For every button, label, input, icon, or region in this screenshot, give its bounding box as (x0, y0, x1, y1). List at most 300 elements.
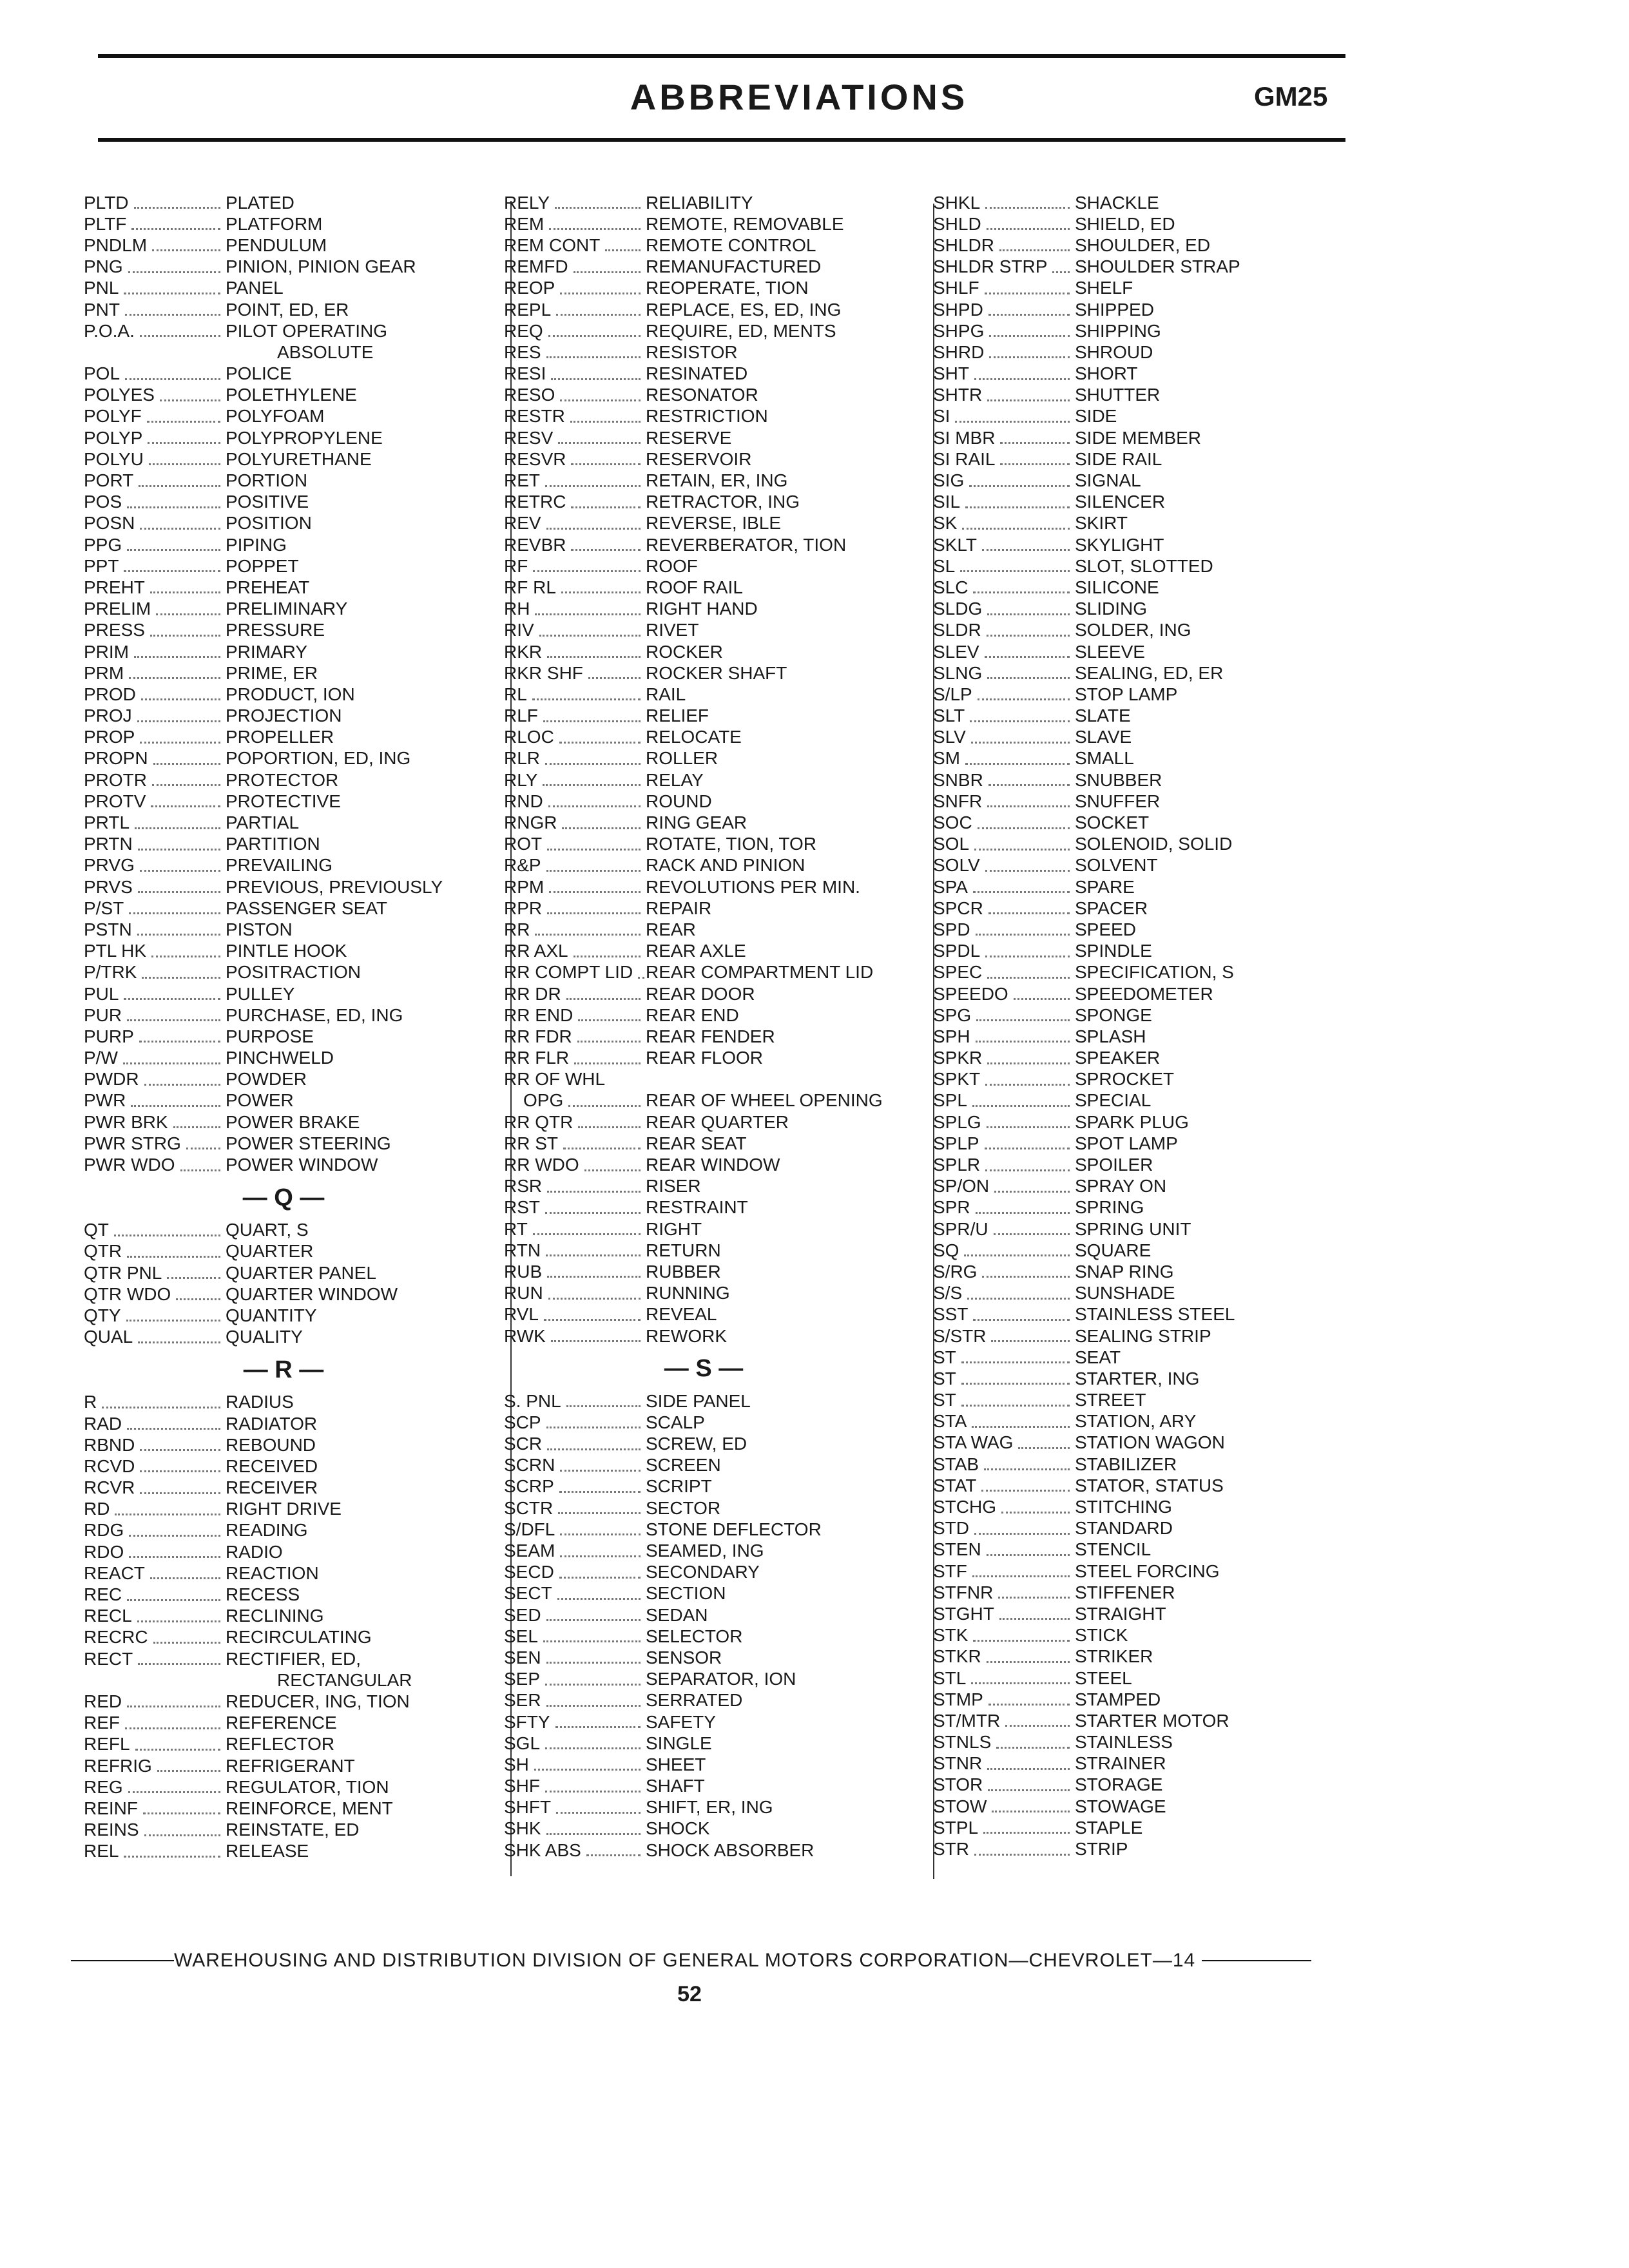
leader-dots (127, 1706, 220, 1707)
leader-dots (535, 934, 641, 936)
leader-dots (994, 1233, 1070, 1235)
abbreviation-entry (504, 341, 903, 363)
meaning: STATION, ARY (1075, 1411, 1197, 1432)
leader-dots (560, 1555, 641, 1557)
meaning: REAR SEAT (646, 1133, 747, 1153)
abbreviation-entry (84, 1562, 483, 1584)
meaning: RACK AND PINION (646, 855, 805, 876)
leader-dots (999, 1618, 1070, 1620)
abbreviation-entry (84, 1327, 483, 1348)
meaning: POPPET (226, 555, 299, 576)
meaning: SPOT LAMP (1075, 1133, 1178, 1153)
abbreviation: RR DR (504, 983, 561, 1004)
abbreviation-entry (84, 1413, 483, 1434)
abbreviation-entry (84, 706, 483, 727)
meaning: REAR QUARTER (646, 1111, 789, 1132)
meaning: RETRACTOR, ING (646, 492, 800, 512)
abbreviation-cell (84, 449, 226, 470)
abbreviation-entry (933, 1454, 1333, 1475)
meaning: STAMPED (1075, 1689, 1161, 1709)
abbreviation-entry (504, 1111, 903, 1133)
abbreviation: POLYP (84, 427, 143, 448)
abbreviation: RIV (504, 620, 534, 640)
abbreviation-cell (84, 256, 226, 277)
abbreviation-entry (84, 1026, 483, 1047)
meaning: SHEET (646, 1754, 706, 1774)
abbreviation-entry (84, 385, 483, 406)
meaning: SHOCK ABSORBER (646, 1840, 815, 1860)
abbreviation-entry (933, 1646, 1333, 1667)
abbreviation: RNGR (504, 812, 557, 833)
meaning: REMOTE, REMOVABLE (646, 213, 844, 234)
footer-rule (1202, 1960, 1311, 1961)
abbreviation-entry (504, 555, 903, 577)
abbreviation: SPL (933, 1090, 967, 1111)
leader-dots (532, 698, 641, 700)
meaning: RADIO (226, 1541, 283, 1562)
abbreviation: R (84, 1392, 97, 1412)
abbreviation-entry (84, 1456, 483, 1477)
abbreviation: SPD (933, 919, 970, 939)
abbreviation-entry (933, 791, 1333, 812)
meaning: PENDULUM (226, 235, 327, 255)
abbreviation-cell (84, 812, 226, 833)
abbreviation-entry (933, 1390, 1333, 1411)
abbreviation-cell (84, 1499, 226, 1519)
abbreviation-cell (504, 898, 646, 919)
leader-dots (139, 485, 220, 487)
abbreviation: RETRC (504, 492, 566, 512)
meaning: SHIFT, ER, ING (646, 1797, 773, 1818)
leader-dots (545, 763, 641, 765)
abbreviation-cell (933, 663, 1075, 684)
abbreviation-entry (84, 812, 483, 833)
abbreviation-cell (933, 919, 1075, 940)
abbreviation-cell (504, 1048, 646, 1068)
abbreviation-entry (933, 684, 1333, 705)
meaning: RECEIVER (226, 1477, 318, 1498)
meaning: PISTON (226, 919, 293, 939)
meaning: RIVET (646, 620, 699, 640)
abbreviation-cell (504, 1776, 646, 1796)
abbreviation-entry (84, 427, 483, 448)
meaning: REMANUFACTURED (646, 256, 822, 277)
meaning: RELOCATE (646, 727, 742, 747)
abbreviation-cell (504, 1840, 646, 1861)
abbreviation-cell (84, 470, 226, 491)
abbreviation-cell (84, 278, 226, 298)
meaning: RADIUS (226, 1392, 294, 1412)
abbreviation-cell (933, 642, 1075, 662)
leader-dots (972, 1105, 1070, 1107)
abbreviation: RKR (504, 641, 543, 662)
abbreviation-cell (933, 1796, 1075, 1817)
abbreviation-cell (504, 1519, 646, 1540)
abbreviation: STOW (933, 1796, 987, 1816)
abbreviation: REOP (504, 278, 555, 298)
abbreviation-entry (933, 1090, 1333, 1111)
leader-dots (115, 1514, 220, 1515)
abbreviation-entry (504, 662, 903, 684)
meaning: ROTATE, TION, TOR (646, 834, 816, 854)
leader-dots (142, 977, 220, 979)
abbreviation-cell (933, 941, 1075, 961)
abbreviation-cell (84, 941, 226, 961)
abbreviation-cell (504, 556, 646, 577)
abbreviation: RVL (504, 1304, 539, 1325)
leader-dots (976, 934, 1070, 936)
leader-dots (962, 528, 1070, 530)
abbreviation: S/DFL (504, 1519, 555, 1539)
abbreviation-cell (933, 256, 1075, 277)
abbreviation-cell (84, 535, 226, 555)
meaning: STEEL FORCING (1075, 1561, 1220, 1581)
abbreviation-cell (933, 1539, 1075, 1560)
abbreviation: S. PNL (504, 1390, 561, 1411)
leader-dots (127, 1428, 220, 1430)
abbreviation-cell (504, 984, 646, 1004)
abbreviation: SL (933, 555, 956, 576)
abbreviation-cell (84, 962, 226, 983)
leader-dots (961, 1405, 1070, 1407)
abbreviation-entry (84, 748, 483, 769)
abbreviation-cell (84, 1133, 226, 1154)
abbreviation: REFL (84, 1734, 130, 1754)
abbreviation-entry (933, 1774, 1333, 1796)
abbreviation-entry (933, 941, 1333, 962)
meaning: STABILIZER (1075, 1454, 1177, 1474)
abbreviation-entry (84, 791, 483, 812)
abbreviation-cell (84, 1713, 226, 1733)
abbreviation-cell (504, 1818, 646, 1839)
leader-dots (1000, 463, 1070, 465)
abbreviation-entry (933, 1411, 1333, 1432)
meaning: REPAIR (646, 898, 712, 918)
abbreviation-entry (84, 492, 483, 513)
abbreviation-cell (933, 1133, 1075, 1154)
abbreviation: STA WAG (933, 1432, 1014, 1453)
leader-dots (546, 870, 641, 872)
abbreviation-entry (933, 1561, 1333, 1582)
leader-dots (965, 763, 1070, 765)
abbreviation-entry (84, 727, 483, 748)
abbreviation-cell (84, 919, 226, 940)
abbreviation-entry (933, 577, 1333, 598)
abbreviation-cell (504, 1648, 646, 1668)
meaning: POWER WINDOW (226, 1155, 378, 1175)
abbreviation-cell (504, 1562, 646, 1582)
meaning: SECTION (646, 1583, 726, 1604)
meaning: REVOLUTIONS PER MIN. (646, 876, 860, 897)
abbreviation-cell (933, 470, 1075, 491)
meaning: SLOT, SLOTTED (1075, 555, 1213, 576)
meaning: POSITION (226, 513, 312, 533)
abbreviation-cell (84, 577, 226, 598)
abbreviation-cell (504, 363, 646, 384)
leader-dots (989, 356, 1070, 358)
entry-continuation (84, 1669, 483, 1691)
meaning: REVERSE, IBLE (646, 513, 782, 533)
leader-dots (140, 1449, 220, 1451)
abbreviation-cell (933, 727, 1075, 747)
abbreviation-cell (84, 513, 226, 533)
leader-dots (987, 1062, 1070, 1064)
leader-dots (157, 1770, 220, 1772)
abbreviation-cell (933, 406, 1075, 427)
abbreviation: SI MBR (933, 427, 996, 448)
leader-dots (534, 1769, 641, 1771)
abbreviation-cell (504, 1626, 646, 1647)
abbreviation-entry (504, 470, 903, 491)
meaning: RESERVOIR (646, 448, 752, 469)
meaning: REMOTE CONTROL (646, 235, 816, 255)
meaning: POPORTION, ED, ING (226, 748, 411, 769)
meaning: REQUIRE, ED, MENTS (646, 320, 836, 341)
abbreviation-entry (84, 192, 483, 213)
abbreviation: REL (84, 1841, 119, 1861)
leader-dots (987, 228, 1070, 230)
abbreviation-cell (504, 1541, 646, 1561)
meaning: REVEAL (646, 1304, 717, 1325)
abbreviation-entry (933, 1368, 1333, 1389)
meaning: SPONGE (1075, 1004, 1152, 1025)
abbreviation-entry (504, 320, 903, 341)
meaning: SCALP (646, 1412, 705, 1432)
abbreviation-entry (84, 855, 483, 876)
meaning: SMALL (1075, 748, 1134, 769)
abbreviation-entry (504, 791, 903, 812)
meaning: SHORT (1075, 363, 1138, 384)
abbreviation-cell (504, 663, 646, 684)
footer-text: WAREHOUSING AND DISTRIBUTION DIVISION OF GENERAL MOTORS CORPORATION—CHEVROLET—14 (174, 1950, 1196, 1971)
abbreviation-entry (84, 1798, 483, 1819)
abbreviation: RELY (504, 192, 550, 213)
abbreviation-cell (84, 1155, 226, 1175)
page-footer (71, 1950, 1398, 1972)
leader-dots (987, 1554, 1070, 1556)
abbreviation: SPLP (933, 1133, 979, 1153)
abbreviation-cell (84, 406, 226, 427)
abbreviation: SLC (933, 577, 969, 597)
abbreviation: RPR (504, 898, 543, 918)
abbreviation-entry (504, 1476, 903, 1497)
abbreviation-entry (504, 1434, 903, 1455)
abbreviation-cell (933, 1518, 1075, 1539)
abbreviation-entry (84, 1541, 483, 1562)
abbreviation-entry (504, 1026, 903, 1047)
abbreviation: SHK (504, 1818, 541, 1839)
meaning: REWORK (646, 1325, 727, 1346)
abbreviation: RR ST (504, 1133, 558, 1153)
meaning: REOPERATE, TION (646, 278, 809, 298)
meaning: STRIP (1075, 1839, 1128, 1860)
leader-dots (987, 1661, 1070, 1663)
leader-dots (156, 613, 220, 615)
abbreviation-entry (84, 1499, 483, 1520)
abbreviation-cell (84, 1026, 226, 1047)
abbreviation: SEL (504, 1626, 538, 1646)
meaning: SECTOR (646, 1497, 721, 1518)
leader-dots (125, 1727, 220, 1729)
leader-dots (138, 891, 220, 893)
abbreviation-cell (933, 684, 1075, 705)
abbreviation: SST (933, 1304, 969, 1325)
meaning: REINSTATE, ED (226, 1820, 360, 1840)
abbreviation-entry (504, 1818, 903, 1840)
leader-dots (152, 784, 220, 786)
abbreviation-cell (933, 898, 1075, 919)
abbreviation: PREHT (84, 577, 145, 597)
meaning: REDUCER, ING, TION (226, 1691, 410, 1711)
abbreviation-entry (84, 577, 483, 598)
leader-dots (974, 378, 1070, 380)
abbreviation-cell (84, 1798, 226, 1819)
leader-dots (138, 1663, 220, 1665)
meaning: PULLEY (226, 983, 295, 1004)
abbreviation: RAD (84, 1413, 122, 1434)
abbreviation-entry (933, 213, 1333, 235)
abbreviation: RESVR (504, 448, 566, 469)
meaning: STOWAGE (1075, 1796, 1166, 1816)
abbreviation: PROTV (84, 791, 146, 811)
abbreviation-cell (504, 406, 646, 427)
meaning: POLETHYLENE (226, 385, 357, 405)
meaning: SPEAKER (1075, 1048, 1161, 1068)
abbreviation: POLYF (84, 406, 142, 427)
abbreviation: RT (504, 1218, 528, 1239)
abbreviation-cell (933, 1369, 1075, 1389)
leader-dots (548, 335, 641, 337)
abbreviation: ROT (504, 834, 543, 854)
abbreviation: P/TRK (84, 962, 137, 983)
meaning: SHELF (1075, 278, 1133, 298)
abbreviation-entry (933, 1475, 1333, 1496)
abbreviation: SHPD (933, 299, 983, 320)
abbreviation-cell (933, 278, 1075, 298)
meaning: RIGHT (646, 1218, 702, 1239)
abbreviation-cell (84, 1069, 226, 1090)
meaning: RELAY (646, 769, 704, 790)
abbreviation-cell (504, 577, 646, 598)
meaning: PLATFORM (226, 213, 323, 234)
abbreviation-entry (84, 1220, 483, 1241)
leader-dots (974, 1854, 1070, 1856)
abbreviation: ST (933, 1347, 956, 1367)
meaning: RECESS (226, 1584, 300, 1605)
meaning: SPRAY ON (1075, 1176, 1167, 1196)
meaning: SCRIPT (646, 1476, 712, 1497)
leader-dots (560, 293, 641, 294)
abbreviation: REINF (84, 1798, 138, 1818)
leader-dots (150, 591, 220, 593)
meaning: REFRIGERANT (226, 1755, 355, 1776)
abbreviation-entry (933, 1176, 1333, 1197)
meaning: PARTITION (226, 834, 320, 854)
abbreviation-entry (84, 513, 483, 534)
abbreviation: SOL (933, 834, 970, 854)
leader-dots (148, 442, 220, 444)
abbreviation: PNT (84, 299, 120, 320)
meaning: SPINDLE (1075, 941, 1152, 961)
abbreviation-entry (933, 1796, 1333, 1817)
abbreviation: QTR WDO (84, 1283, 171, 1304)
abbreviation-cell (504, 855, 646, 876)
leader-dots (560, 1470, 641, 1472)
abbreviation-cell (933, 556, 1075, 577)
leader-dots (535, 613, 641, 615)
abbreviation-cell (504, 919, 646, 940)
abbreviation: RR QTR (504, 1111, 574, 1132)
leader-dots (126, 1320, 220, 1321)
abbreviation: STMP (933, 1689, 983, 1709)
abbreviation: SIG (933, 470, 965, 491)
abbreviation-cell (504, 1326, 646, 1347)
abbreviation: RR COMPT LID (504, 962, 633, 983)
abbreviation: STAT (933, 1475, 977, 1495)
leader-dots (574, 271, 641, 273)
abbreviation-cell (84, 663, 226, 684)
abbreviation-entry (933, 1026, 1333, 1047)
meaning: SECONDARY (646, 1562, 760, 1582)
leader-dots (605, 249, 641, 251)
abbreviation: SCP (504, 1412, 541, 1432)
abbreviation-cell (504, 428, 646, 448)
leader-dots (988, 784, 1070, 786)
abbreviation: PROD (84, 684, 136, 704)
leader-dots (124, 998, 220, 1000)
abbreviation: SNFR (933, 791, 983, 811)
meaning: STANDARD (1075, 1518, 1173, 1539)
abbreviation-cell (84, 321, 226, 341)
meaning: SERRATED (646, 1690, 743, 1711)
abbreviation-cell (933, 620, 1075, 640)
abbreviation-cell (504, 642, 646, 662)
leader-dots (961, 1361, 1070, 1363)
footer-rule (71, 1960, 174, 1961)
meaning: SHOCK (646, 1818, 710, 1839)
abbreviation-cell (84, 1284, 226, 1305)
abbreviation-entry (933, 898, 1333, 919)
leader-dots (571, 506, 641, 508)
abbreviation-entry (933, 1069, 1333, 1090)
meaning: RESERVE (646, 427, 732, 448)
abbreviation-entry (933, 1667, 1333, 1689)
meaning: POWER BRAKE (226, 1111, 360, 1132)
abbreviation: PWR STRG (84, 1133, 181, 1153)
meaning: SNUFFER (1075, 791, 1161, 811)
abbreviation-entry (504, 1562, 903, 1583)
abbreviation-cell (933, 1262, 1075, 1282)
meaning: SHIPPED (1075, 299, 1154, 320)
meaning: POWER (226, 1090, 294, 1111)
abbreviation-entry (84, 448, 483, 470)
leader-dots (987, 1768, 1070, 1770)
section-heading: — Q — (242, 1184, 325, 1211)
abbreviation-entry (933, 492, 1333, 513)
abbreviation-entry (933, 1689, 1333, 1710)
meaning: REINFORCE, MENT (226, 1798, 393, 1818)
leader-dots (638, 977, 644, 979)
abbreviation-cell (504, 727, 646, 747)
abbreviation-cell (84, 1542, 226, 1562)
meaning: RETAIN, ER, ING (646, 470, 788, 491)
abbreviation-cell (504, 1304, 646, 1325)
abbreviation-entry (933, 855, 1333, 876)
abbreviation-cell (504, 748, 646, 769)
abbreviation-cell (84, 193, 226, 213)
leader-dots (558, 1512, 641, 1514)
abbreviation-cell (504, 1690, 646, 1711)
